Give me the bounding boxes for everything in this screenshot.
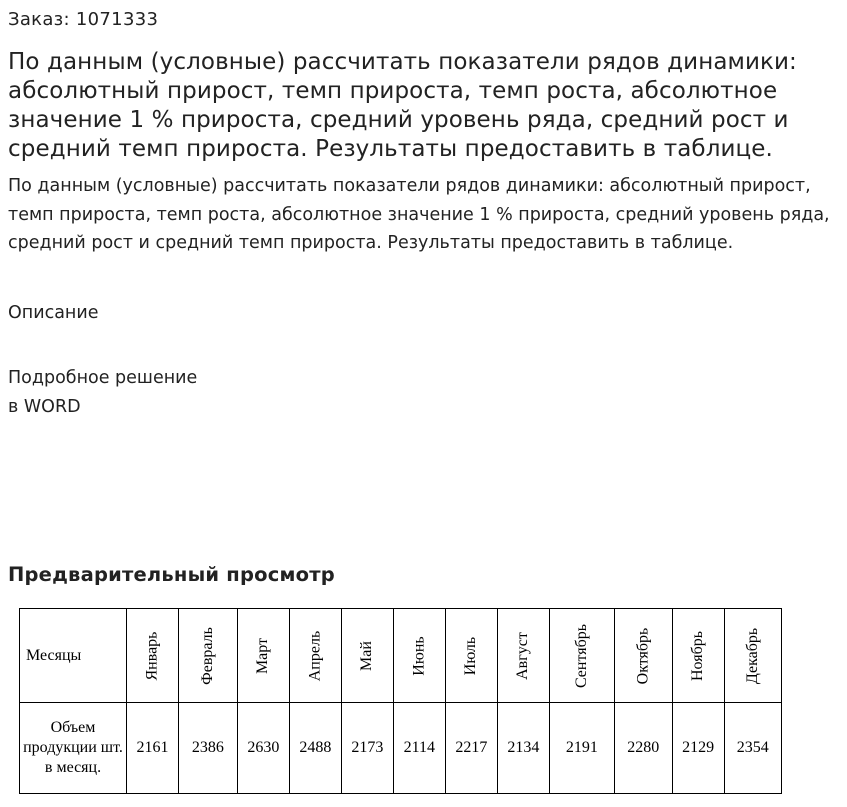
value-cell: 2354 [724,703,781,794]
month-label: Ноябрь [689,630,707,681]
value-cell: 2488 [289,703,341,794]
month-label: Февраль [198,626,216,685]
solution-format: в WORD [8,396,81,417]
month-label: Апрель [306,630,324,681]
month-label: Октябрь [634,627,652,684]
solution-line: Подробное решение [8,368,198,388]
value-cell: 2386 [179,703,238,794]
month-label: Май [358,640,376,671]
month-label: Июль [462,636,480,675]
month-header-cell [179,609,238,703]
table-row-header: Объем продукции шт. в месяц. [20,703,127,794]
table-row-months [20,609,782,703]
value-cell: 2134 [497,703,549,794]
month-header-cell [393,609,445,703]
data-table [19,608,782,794]
month-header-cell [549,609,614,703]
value-cell: 2191 [549,703,614,794]
task-title: По данным (условные) рассчитать показатели рядов динамики: абсолютный прирост, темп прироста, темп роста, абсолютное значение 1 % прироста, средний уровень ряда, средний рост и средний темп прироста. Результаты предоставить в таблице. [8,49,797,162]
description-heading: Описание [8,303,99,323]
month-header-cell [614,609,672,703]
month-header-cell [237,609,289,703]
month-label: Июнь [410,635,428,676]
order-number: Заказ: 1071333 [8,9,159,30]
month-header-cell [127,609,179,703]
value-cell: 2173 [341,703,393,794]
value-cell: 2129 [672,703,724,794]
month-header-cell [497,609,549,703]
table-row-header: Месяцы [20,609,127,703]
preview-heading: Предварительный просмотр [8,563,335,586]
value-cell: 2280 [614,703,672,794]
month-header-cell [289,609,341,703]
month-header-cell [672,609,724,703]
month-header-cell [445,609,497,703]
month-label: Август [514,631,532,680]
solution-info [8,364,197,421]
task-description: По данным (условные) рассчитать показатели рядов динамики: абсолютный прирост, темп прироста, темп роста, абсолютное значение 1 % прироста, средний уровень ряда, средний рост и средний темп прироста. Результаты предоставить в таблице. [8,176,830,253]
month-label: Март [254,637,272,674]
month-label: Декабрь [743,627,761,684]
month-label: Сентябрь [572,623,590,688]
month-label: Январь [143,631,161,680]
value-cell: 2114 [393,703,445,794]
month-header-cell [341,609,393,703]
value-cell: 2161 [127,703,179,794]
table-row-volume [20,703,782,794]
month-header-cell [724,609,781,703]
value-cell: 2217 [445,703,497,794]
value-cell: 2630 [237,703,289,794]
